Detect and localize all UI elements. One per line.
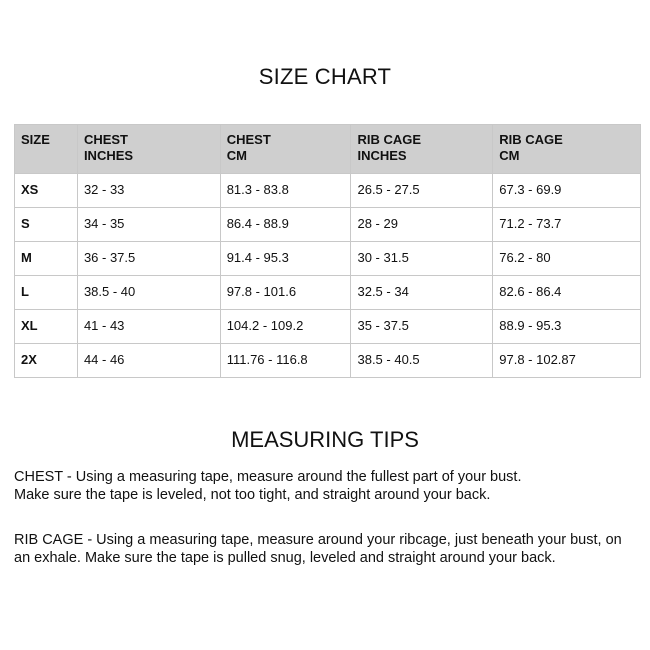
size-cell: XL [15, 310, 78, 344]
chest-inches-cell: 36 - 37.5 [77, 242, 220, 276]
size-cell: 2X [15, 344, 78, 378]
table-row [15, 174, 641, 208]
chest-inches-cell: 41 - 43 [77, 310, 220, 344]
rib-cage-inches-cell: 28 - 29 [351, 208, 493, 242]
header-chest-inches [77, 125, 220, 174]
rib-cage-inches-cell: 38.5 - 40.5 [351, 344, 493, 378]
rib-cage-cm-cell: 76.2 - 80 [493, 242, 641, 276]
chest-cm-cell: 91.4 - 95.3 [220, 242, 351, 276]
table-row [15, 242, 641, 276]
size-cell: M [15, 242, 78, 276]
rib-cage-inches-cell: 30 - 31.5 [351, 242, 493, 276]
header-size [15, 125, 78, 174]
header-chest-inches-line2: INCHES [83, 148, 134, 163]
header-rib-cage-cm [493, 125, 641, 174]
header-size-label: SIZE [21, 132, 50, 147]
size-cell: L [15, 276, 78, 310]
chest-cm-cell: 86.4 - 88.9 [220, 208, 351, 242]
table-row [15, 310, 641, 344]
size-cell: S [15, 208, 78, 242]
rib-cage-cm-cell: 82.6 - 86.4 [493, 276, 641, 310]
table-row [15, 276, 641, 310]
chest-inches-cell: 44 - 46 [77, 344, 220, 378]
header-rib-cage-inches-line2: INCHES [357, 148, 407, 163]
header-rib-cage-cm-line1: RIB CAGE [499, 132, 563, 147]
measuring-tips-title: MEASURING TIPS [231, 427, 419, 452]
chest-cm-cell: 111.76 - 116.8 [220, 344, 351, 378]
table-row [15, 208, 641, 242]
rib-cage-cm-cell: 71.2 - 73.7 [493, 208, 641, 242]
table-row [15, 344, 641, 378]
header-rib-cage-inches [351, 125, 493, 174]
size-chart-title: SIZE CHART [258, 64, 392, 89]
chest-cm-cell: 81.3 - 83.8 [220, 174, 351, 208]
rib-cage-cm-cell: 97.8 - 102.87 [493, 344, 641, 378]
rib-cage-inches-cell: 32.5 - 34 [351, 276, 493, 310]
table-header-row [15, 125, 641, 174]
size-chart-table [14, 124, 641, 378]
header-chest-inches-line1: CHEST [83, 132, 128, 147]
rib-cage-inches-cell: 26.5 - 27.5 [351, 174, 493, 208]
header-chest-cm [220, 125, 351, 174]
chest-cm-cell: 104.2 - 109.2 [220, 310, 351, 344]
rib-cage-inches-cell: 35 - 37.5 [351, 310, 493, 344]
size-cell: XS [15, 174, 78, 208]
chest-cm-cell: 97.8 - 101.6 [220, 276, 351, 310]
rib-cage-cm-cell: 67.3 - 69.9 [493, 174, 641, 208]
header-rib-cage-inches-line1: RIB CAGE [357, 132, 422, 147]
chest-inches-cell: 38.5 - 40 [77, 276, 220, 310]
chest-measuring-tip: CHEST - Using a measuring tape, measure around the fullest part of your bust. Make sure the tape is leveled, not too tight, and straight around your back. [14, 469, 522, 503]
rib-cage-cm-cell: 88.9 - 95.3 [493, 310, 641, 344]
chest-inches-cell: 34 - 35 [77, 208, 220, 242]
header-chest-cm-line2: CM [226, 148, 247, 163]
header-chest-cm-line1: CHEST [226, 132, 271, 147]
header-rib-cage-cm-line2: CM [499, 148, 520, 163]
chest-inches-cell: 32 - 33 [77, 174, 220, 208]
rib-cage-measuring-tip: RIB CAGE - Using a measuring tape, measure around your ribcage, just beneath your bust, on an exhale. Make sure the tape is pulled snug, leveled and straight around your back. [14, 532, 622, 566]
